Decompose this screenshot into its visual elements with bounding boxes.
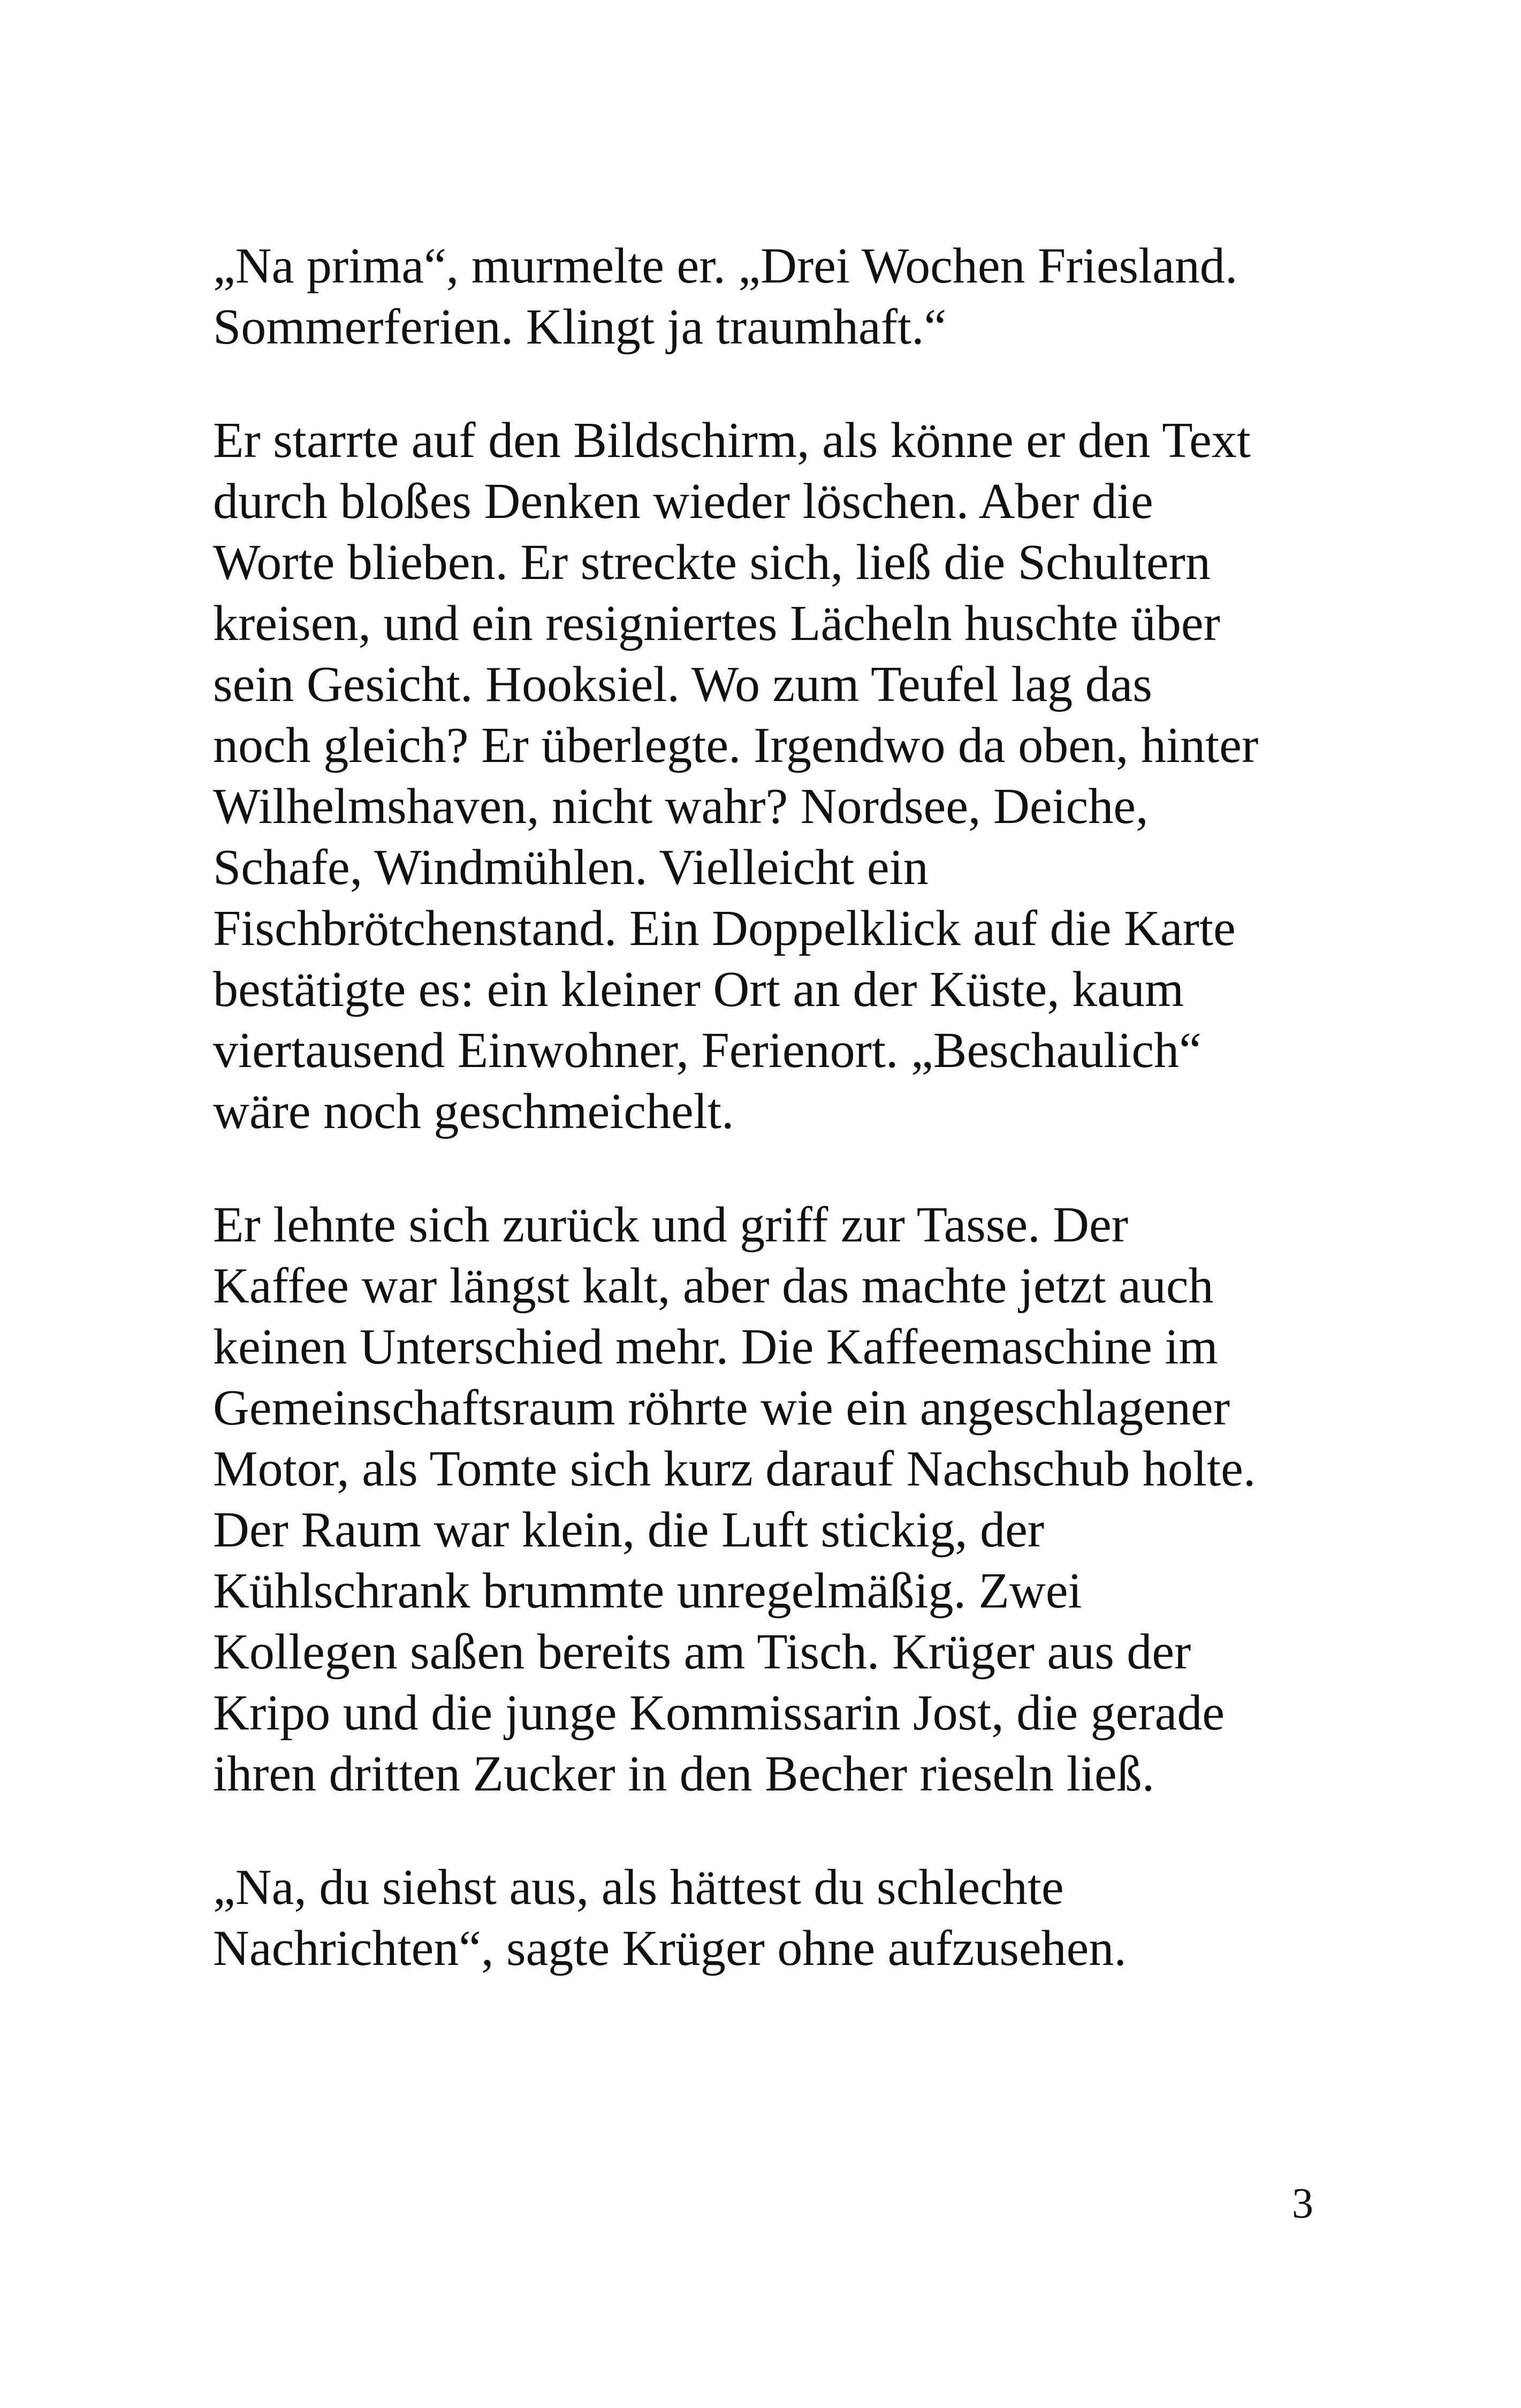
text-line: Schafe, Windmühlen. Vielleicht ein: [213, 840, 929, 895]
text-line: Motor, als Tomte sich kurz darauf Nachschub holte.: [213, 1441, 1256, 1497]
body-text: [213, 235, 1337, 1979]
text-line: „Na, du siehst aus, als hättest du schlechte: [213, 1860, 1064, 1915]
text-line: Kollegen saßen bereits am Tisch. Krüger aus der: [213, 1624, 1191, 1680]
text-line: Er lehnte sich zurück und griff zur Tasse. Der: [213, 1197, 1129, 1253]
text-line: ihren dritten Zucker in den Becher rieseln ließ.: [213, 1746, 1155, 1802]
text-line: Gemeinschaftsraum röhrte wie ein angeschlagener: [213, 1380, 1230, 1436]
text-line: Kühlschrank brummte unregelmäßig. Zwei: [213, 1563, 1082, 1619]
text-line: Der Raum war klein, die Luft stickig, der: [213, 1502, 1045, 1558]
text-line: Kripo und die junge Kommissarin Jost, die gerade: [213, 1685, 1225, 1741]
text-line: Worte blieben. Er streckte sich, ließ die Schultern: [213, 535, 1211, 590]
text-line: „Na prima“, murmelte er. „Drei Wochen Friesland.: [213, 238, 1238, 294]
paragraph-1: [213, 235, 1337, 357]
text-line: sein Gesicht. Hooksiel. Wo zum Teufel lag das: [213, 657, 1152, 712]
text-line: Wilhelmshaven, nicht wahr? Nordsee, Deiche,: [213, 779, 1149, 834]
text-line: noch gleich? Er überlegte. Irgendwo da oben, hinter: [213, 718, 1259, 773]
text-line: durch bloßes Denken wieder löschen. Aber die: [213, 474, 1153, 529]
text-line: wäre noch geschmeichelt.: [213, 1084, 734, 1139]
text-line: Fischbrötchenstand. Ein Doppelklick auf die Karte: [213, 901, 1236, 956]
paragraph-4: [213, 1857, 1337, 1979]
text-line: bestätigte es: ein kleiner Ort an der Küste, kaum: [213, 962, 1184, 1017]
text-line: keinen Unterschied mehr. Die Kaffeemaschine im: [213, 1319, 1218, 1375]
text-line: Sommerferien. Klingt ja traumhaft.“: [213, 299, 947, 355]
text-line: Nachrichten“, sagte Krüger ohne aufzusehen.: [213, 1921, 1127, 1976]
page-number: 3: [1292, 2180, 1313, 2227]
text-line: viertausend Einwohner, Ferienort. „Beschaulich“: [213, 1023, 1201, 1078]
text-line: Kaffee war längst kalt, aber das machte jetzt auch: [213, 1258, 1214, 1314]
text-line: Er starrte auf den Bildschirm, als könne er den Text: [213, 413, 1251, 468]
paragraph-3: [213, 1194, 1337, 1804]
paragraph-2: [213, 410, 1337, 1142]
text-line: kreisen, und ein resigniertes Lächeln huschte über: [213, 596, 1220, 651]
